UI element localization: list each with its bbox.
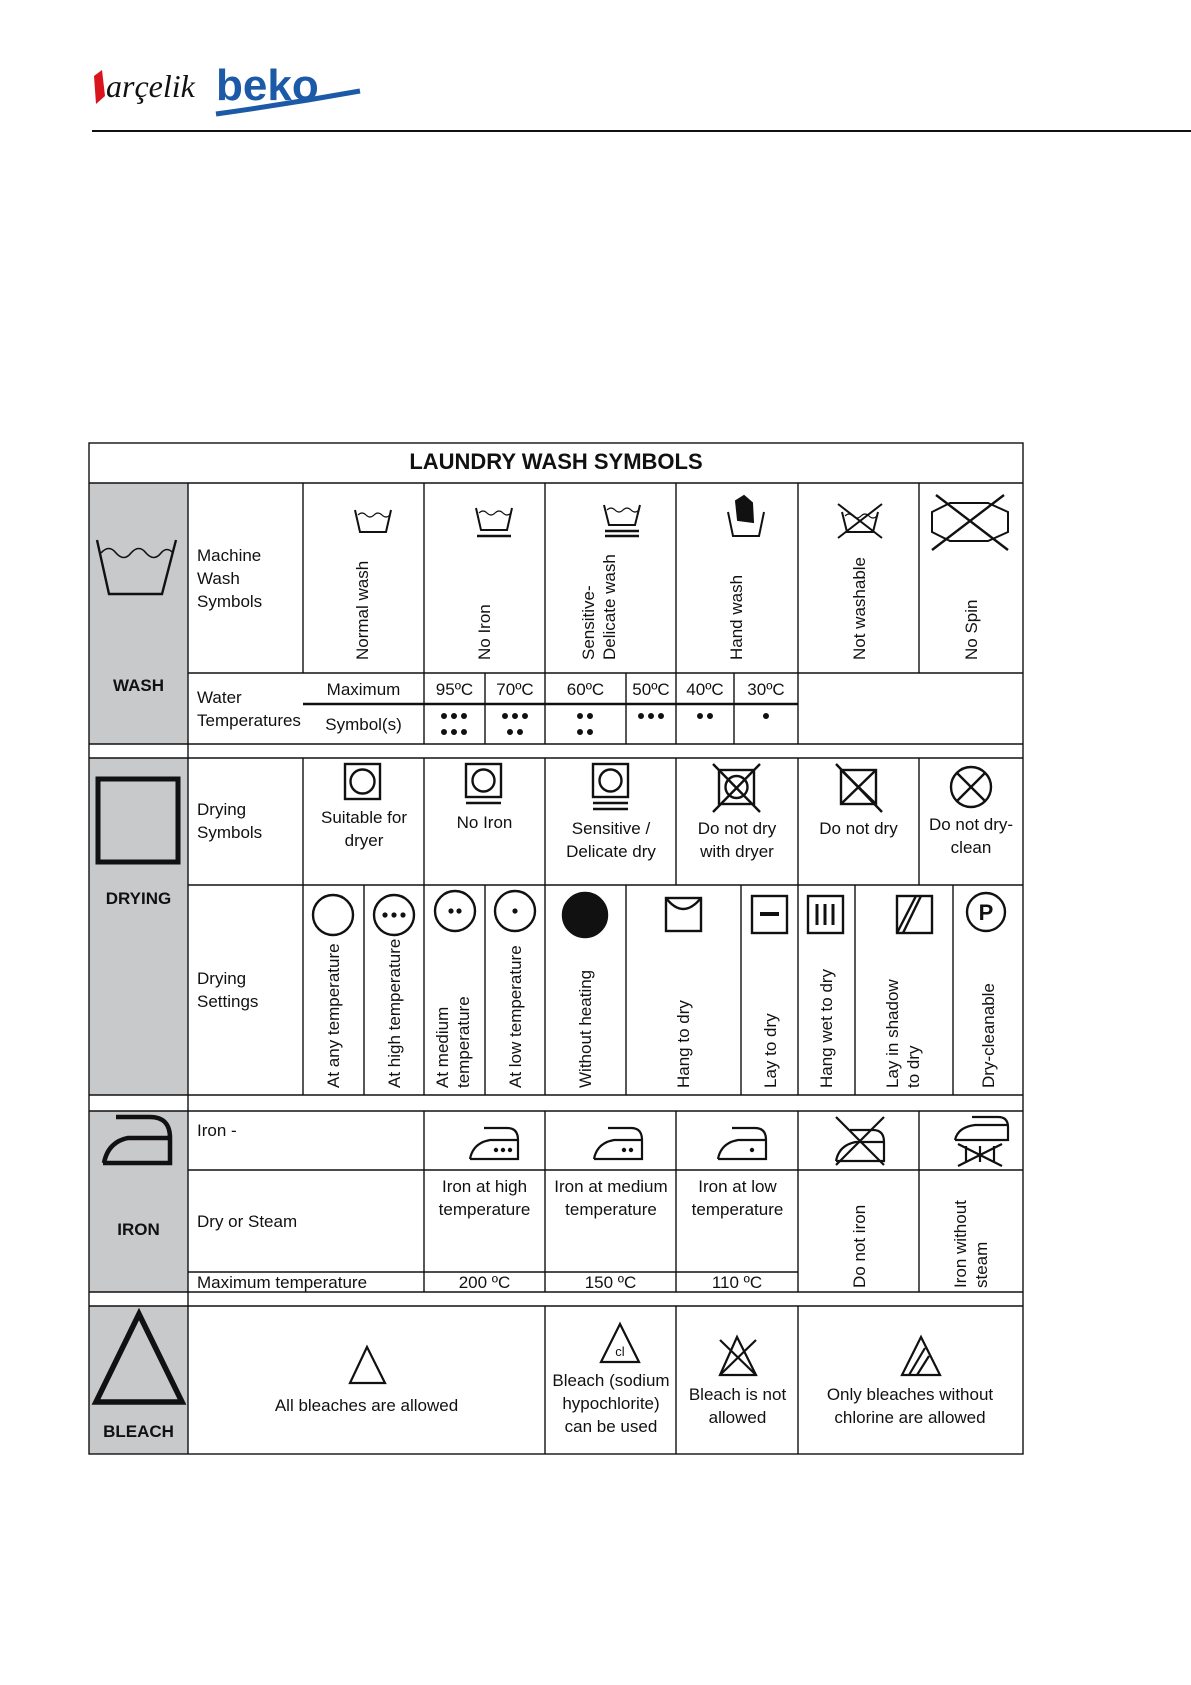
- medium-temperature-icon: [435, 891, 475, 931]
- do-not-iron-icon: [836, 1117, 884, 1165]
- drying-settings-label: Drying Settings: [197, 969, 259, 1011]
- wash-label-normal: Normal wash: [353, 560, 372, 660]
- iron-medium-temp: 150 ºC: [584, 1273, 637, 1292]
- dots-70: [502, 713, 528, 735]
- setting-high-temp: At high temperature: [385, 938, 404, 1088]
- temperature-95: 95ºC: [435, 680, 474, 699]
- no-iron-wash-icon: [476, 508, 512, 536]
- dry-steam-label: Dry or Steam: [197, 1212, 298, 1231]
- dry-label-no-iron: No Iron: [456, 813, 513, 832]
- drying-symbols-label: Drying Symbols: [197, 800, 263, 842]
- any-temperature-icon: [313, 895, 353, 935]
- dots-95: [441, 713, 467, 735]
- dots-30: [763, 713, 769, 719]
- normal-wash-icon: [355, 510, 391, 532]
- iron-high-icon: [470, 1128, 518, 1159]
- dots-40: [697, 713, 713, 719]
- water-temperatures-label: Water Temperatures: [197, 688, 301, 730]
- svg-text:cl: cl: [615, 1344, 625, 1359]
- no-heat-icon: [563, 893, 607, 937]
- do-not-tumble-dry-icon: [713, 764, 760, 812]
- iron-label: Iron -: [197, 1121, 237, 1140]
- hand-wash-icon: [728, 496, 764, 536]
- tumble-dry-icon: [345, 764, 380, 799]
- iron-high-temp: 200 ºC: [458, 1273, 511, 1292]
- do-not-dry-clean-icon: [951, 767, 991, 807]
- iron-low-label: Iron at low temperature: [691, 1177, 784, 1219]
- no-steam-label: Iron without steam: [951, 1200, 991, 1288]
- section-wash: WASH: [113, 676, 164, 695]
- setting-lay-to-dry: Lay to dry: [761, 1013, 780, 1088]
- iron-high-label: Iron at high temperature: [438, 1177, 531, 1219]
- dots-50: [638, 713, 664, 719]
- do-not-dry-icon: [836, 764, 882, 812]
- iron-medium-icon: [594, 1128, 642, 1159]
- dry-label-do-not-dry: Do not dry: [819, 819, 898, 838]
- svg-text:P: P: [978, 900, 994, 925]
- drying-section-band: [89, 758, 188, 1095]
- max-temperature-label: Maximum temperature: [197, 1273, 368, 1292]
- symbols-label: Symbol(s): [325, 715, 402, 734]
- temperature-70: 70ºC: [496, 680, 534, 699]
- bleach-any-label: All bleaches are allowed: [274, 1396, 459, 1415]
- dry-label-no-dry-clean: Do not dry- clean: [928, 815, 1014, 857]
- wash-label-hand: Hand wash: [727, 574, 746, 660]
- section-drying: DRYING: [105, 889, 172, 908]
- dots-60: [577, 713, 593, 735]
- setting-any-temp: At any temperature: [324, 943, 343, 1088]
- setting-hang-to-dry: Hang to dry: [674, 1000, 693, 1088]
- temperature-40: 40ºC: [686, 680, 724, 699]
- temperature-60: 60ºC: [566, 680, 605, 699]
- do-not-iron-label: Do not iron: [850, 1204, 869, 1288]
- iron-low-icon: [718, 1128, 766, 1159]
- section-bleach: BLEACH: [103, 1422, 174, 1441]
- table-title: LAUNDRY WASH SYMBOLS: [409, 449, 703, 474]
- dry-in-shade-icon: [897, 896, 932, 933]
- no-steam-icon: [955, 1117, 1008, 1166]
- dry-label-delicate: Sensitive / Delicate dry: [566, 819, 656, 861]
- tumble-dry-no-iron-icon: [466, 764, 501, 803]
- tumble-dry-delicate-icon: [593, 764, 628, 809]
- line-dry-icon: [666, 898, 701, 931]
- do-not-bleach-icon: [720, 1337, 756, 1375]
- setting-no-heat: Without heating: [576, 969, 595, 1088]
- bleach-chlorine-label: Bleach (sodium hypochlorite) can be used: [552, 1371, 670, 1436]
- dry-label-suitable: Suitable for dryer: [321, 808, 407, 850]
- svg-text:beko: beko: [216, 64, 319, 110]
- iron-low-temp: 110 ºC: [711, 1273, 763, 1292]
- machine-wash-label: Machine Wash Symbols: [197, 546, 263, 611]
- temperature-50: 50ºC: [632, 680, 670, 699]
- not-washable-icon: [838, 504, 882, 538]
- setting-low-temp: At low temperature: [506, 945, 525, 1088]
- setting-medium-temp: At medium temperature: [433, 996, 473, 1088]
- wash-label-no-iron: No Iron: [475, 604, 494, 660]
- temperature-dots: [441, 713, 769, 735]
- setting-shadow: Lay in shadow to dry: [883, 979, 923, 1088]
- bleach-not-allowed-label: Bleach is not allowed: [688, 1385, 787, 1427]
- iron-medium-label: Iron at medium temperature: [554, 1177, 668, 1219]
- setting-dry-cleanable: Dry-cleanable: [979, 983, 998, 1088]
- maximum-label: Maximum: [326, 680, 401, 699]
- bleach-non-chlorine-label: Only bleaches without chlorine are allowed: [826, 1385, 994, 1427]
- temperature-30: 30ºC: [747, 680, 785, 699]
- dry-flat-icon: [752, 896, 787, 933]
- svg-text:arçelik: arçelik: [106, 68, 195, 104]
- wash-label-no-spin: No Spin: [962, 599, 981, 660]
- delicate-wash-icon: [604, 505, 640, 536]
- wash-label-delicate: Sensitive- Delicate wash: [579, 554, 619, 660]
- any-bleach-icon: [350, 1347, 385, 1383]
- dry-label-no-dryer: Do not dry with dryer: [697, 819, 777, 861]
- setting-hang-wet: Hang wet to dry: [817, 968, 836, 1088]
- section-iron: IRON: [117, 1220, 160, 1239]
- non-chlorine-bleach-icon: [902, 1337, 940, 1375]
- wash-label-not-washable: Not washable: [850, 556, 869, 660]
- no-spin-icon: [932, 495, 1008, 550]
- wash-section-band: [89, 483, 188, 744]
- drip-dry-icon: [808, 896, 843, 933]
